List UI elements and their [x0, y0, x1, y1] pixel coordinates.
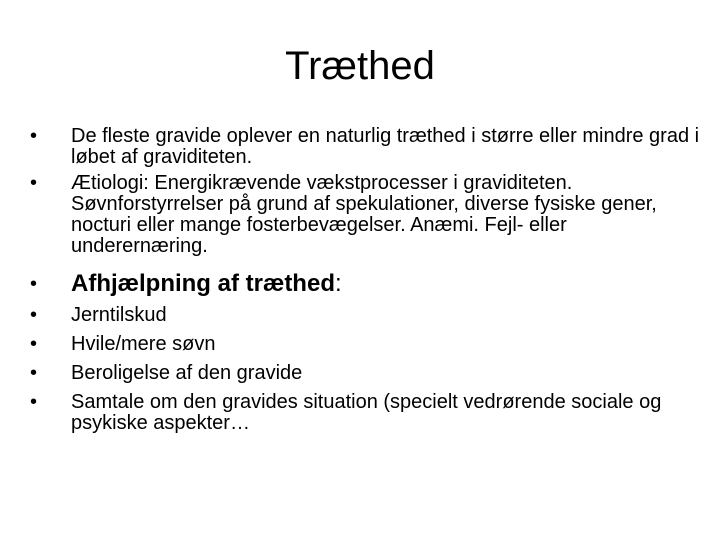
- bullet-text: Samtale om den gravides situation (specielt vedrørende sociale og psykiske aspekter…: [71, 391, 662, 434]
- bullet-item: [30, 334, 700, 355]
- bullet-item: [30, 363, 700, 384]
- bullet-marker: •: [30, 125, 38, 147]
- bullet-heading-text: Afhjælpning af træthed: [71, 270, 335, 297]
- bullet-marker: •: [30, 362, 38, 384]
- bullet-text: Ætiologi: Energikrævende vækstprocesser i graviditeten. Søvnforstyrrelser på grund af spekulationer, diverse fysiske gener, nocturi eller mange fosterbevægelser. Anæmi. Fejl- eller underernæring.: [71, 172, 657, 257]
- bullet-item: [30, 126, 700, 168]
- bullet-marker: •: [30, 304, 38, 326]
- bullet-text: Jerntilskud: [71, 304, 167, 326]
- bullet-item: [30, 173, 700, 257]
- bullet-item-heading: [30, 271, 700, 297]
- bullet-marker: •: [30, 391, 38, 413]
- bullet-marker: •: [30, 273, 38, 295]
- bullet-heading-suffix: :: [334, 270, 342, 297]
- bullet-text: De fleste gravide oplever en naturlig træthed i større eller mindre grad i løbet af graviditeten.: [71, 125, 700, 168]
- bullet-text: Beroligelse af den gravide: [71, 362, 303, 384]
- bullet-item: [30, 305, 700, 326]
- bullet-list: [30, 126, 700, 442]
- slide-title: Træthed: [285, 44, 435, 88]
- bullet-item: [30, 392, 700, 434]
- bullet-marker: •: [30, 172, 38, 194]
- bullet-marker: •: [30, 333, 38, 355]
- bullet-text: Hvile/mere søvn: [71, 333, 216, 355]
